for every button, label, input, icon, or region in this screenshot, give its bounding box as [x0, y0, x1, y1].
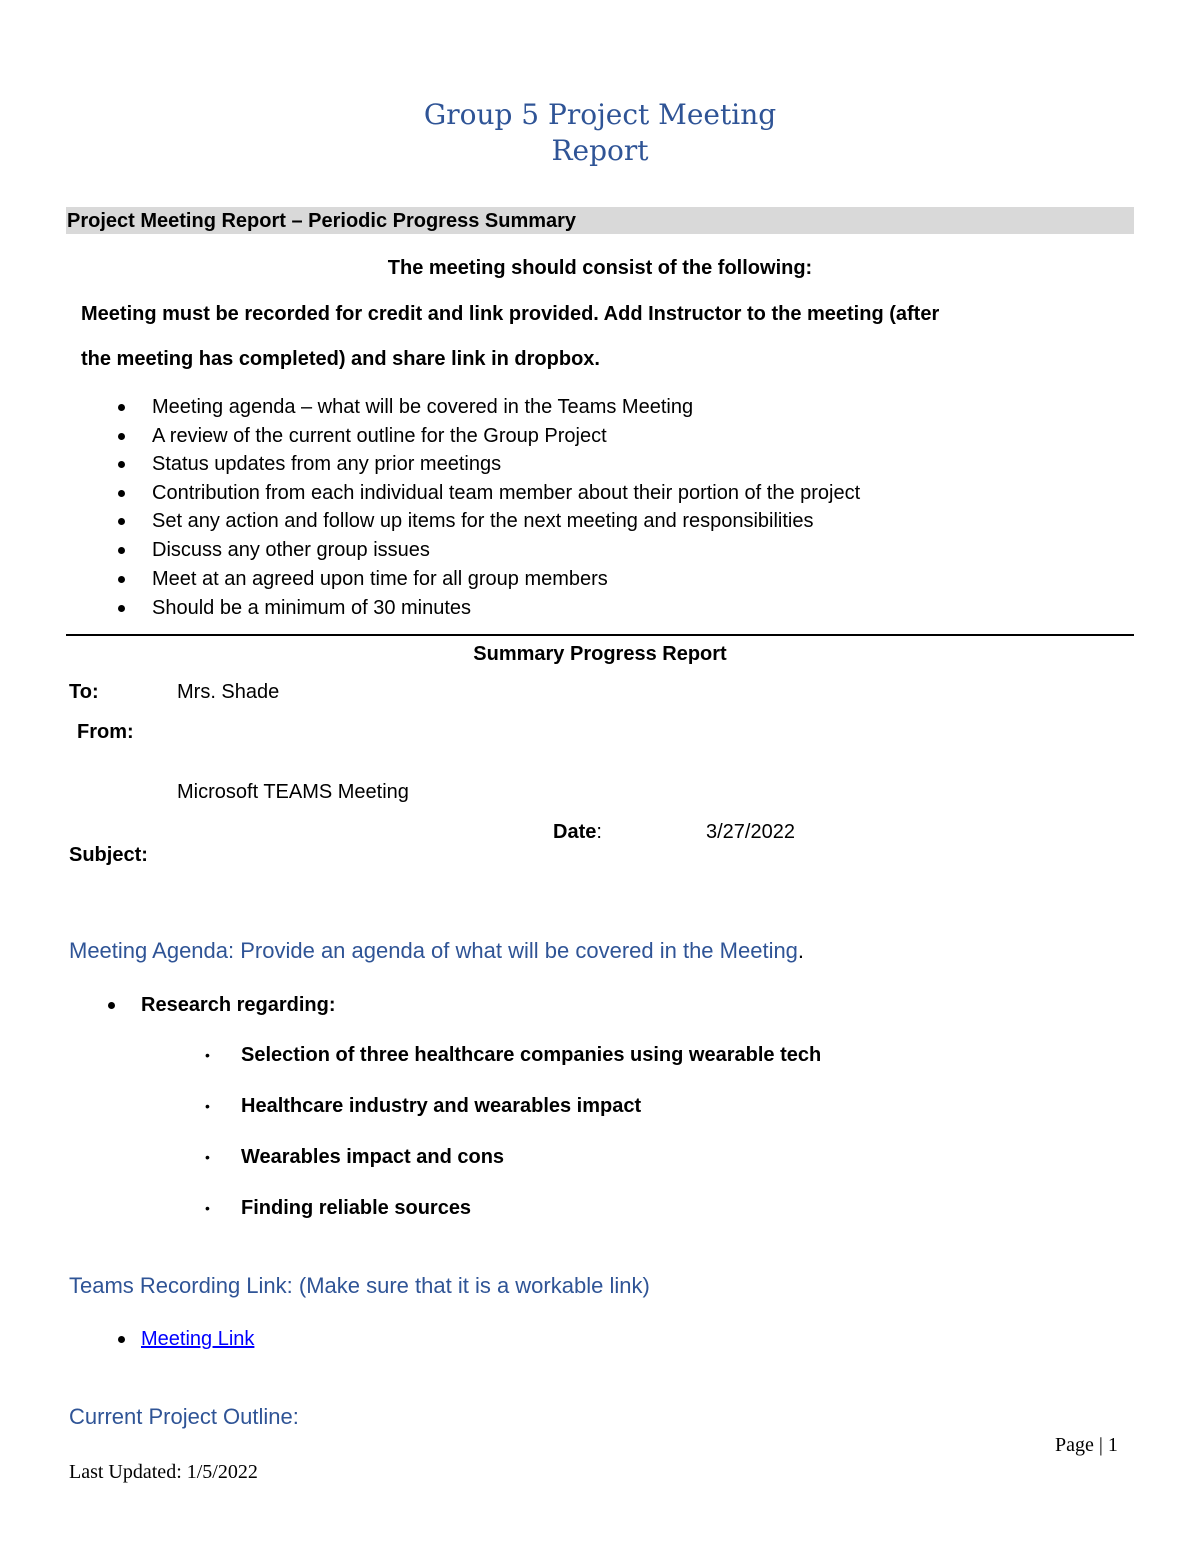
page-title-line2: Report [551, 134, 649, 167]
to-value: Mrs. Shade [177, 681, 280, 703]
recording-heading: Teams Recording Link: (Make sure that it is a workable link) [69, 1273, 650, 1298]
requirement-line-2: the meeting has completed) and share link in dropbox. [81, 348, 600, 370]
checklist-item: Meeting agenda – what will be covered in the Teams Meeting [152, 396, 694, 418]
bullet-icon [108, 1002, 115, 1009]
instructions-heading: The meeting should consist of the following: [387, 257, 813, 279]
section-band-heading: Project Meeting Report – Periodic Progress Summary [67, 210, 577, 232]
checklist-item: Contribution from each individual team member about their portion of the project [152, 482, 861, 504]
sub-bullet-icon: • [205, 1200, 210, 1216]
sub-bullet-icon: • [205, 1149, 210, 1165]
bullet-icon [118, 433, 125, 440]
date-colon: : [596, 821, 602, 843]
bullet-icon [118, 461, 125, 468]
agenda-heading: Meeting Agenda: Provide an agenda of what will be covered in the Meeting [69, 938, 798, 963]
meeting-type: Microsoft TEAMS Meeting [177, 781, 409, 803]
requirement-line-1: Meeting must be recorded for credit and link provided. Add Instructor to the meeting (after [81, 303, 940, 325]
summary-title: Summary Progress Report [473, 643, 727, 665]
date-label: Date [553, 821, 597, 843]
subject-label: Subject: [69, 844, 148, 866]
last-updated: Last Updated: 1/5/2022 [69, 1461, 258, 1483]
bullet-icon [118, 605, 125, 612]
sub-bullet-icon: • [205, 1098, 210, 1114]
bullet-icon [118, 547, 125, 554]
agenda-subitem: Wearables impact and cons [241, 1146, 505, 1168]
agenda-heading-period: . [797, 938, 805, 963]
bullet-icon [118, 404, 125, 411]
outline-heading: Current Project Outline: [69, 1404, 299, 1429]
date-value: 3/27/2022 [706, 821, 795, 843]
date-label-group [553, 820, 602, 844]
agenda-subitem: Selection of three healthcare companies using wearable tech [241, 1044, 822, 1066]
meeting-link[interactable]: Meeting Link [141, 1328, 255, 1350]
page-title-line1: Group 5 Project Meeting [423, 98, 777, 131]
to-label: To: [69, 681, 99, 703]
checklist-item: A review of the current outline for the Group Project [152, 425, 607, 447]
sub-bullet-icon: • [205, 1047, 210, 1063]
bullet-icon [118, 1336, 125, 1343]
checklist-item: Discuss any other group issues [152, 539, 430, 561]
bullet-icon [118, 518, 125, 525]
checklist-item: Should be a minimum of 30 minutes [152, 597, 472, 619]
section-divider [66, 634, 1134, 636]
page-number: Page | 1 [1055, 1434, 1118, 1456]
checklist-item: Status updates from any prior meetings [152, 453, 502, 475]
agenda-item: Research regarding: [141, 994, 336, 1016]
from-label: From: [77, 721, 134, 743]
checklist-item: Meet at an agreed upon time for all group members [152, 568, 608, 590]
agenda-subitem: Finding reliable sources [241, 1197, 472, 1219]
bullet-icon [118, 490, 125, 497]
agenda-subitem: Healthcare industry and wearables impact [241, 1095, 642, 1117]
checklist-item: Set any action and follow up items for the next meeting and responsibilities [152, 510, 814, 532]
bullet-icon [118, 576, 125, 583]
agenda-heading-group [69, 937, 804, 965]
